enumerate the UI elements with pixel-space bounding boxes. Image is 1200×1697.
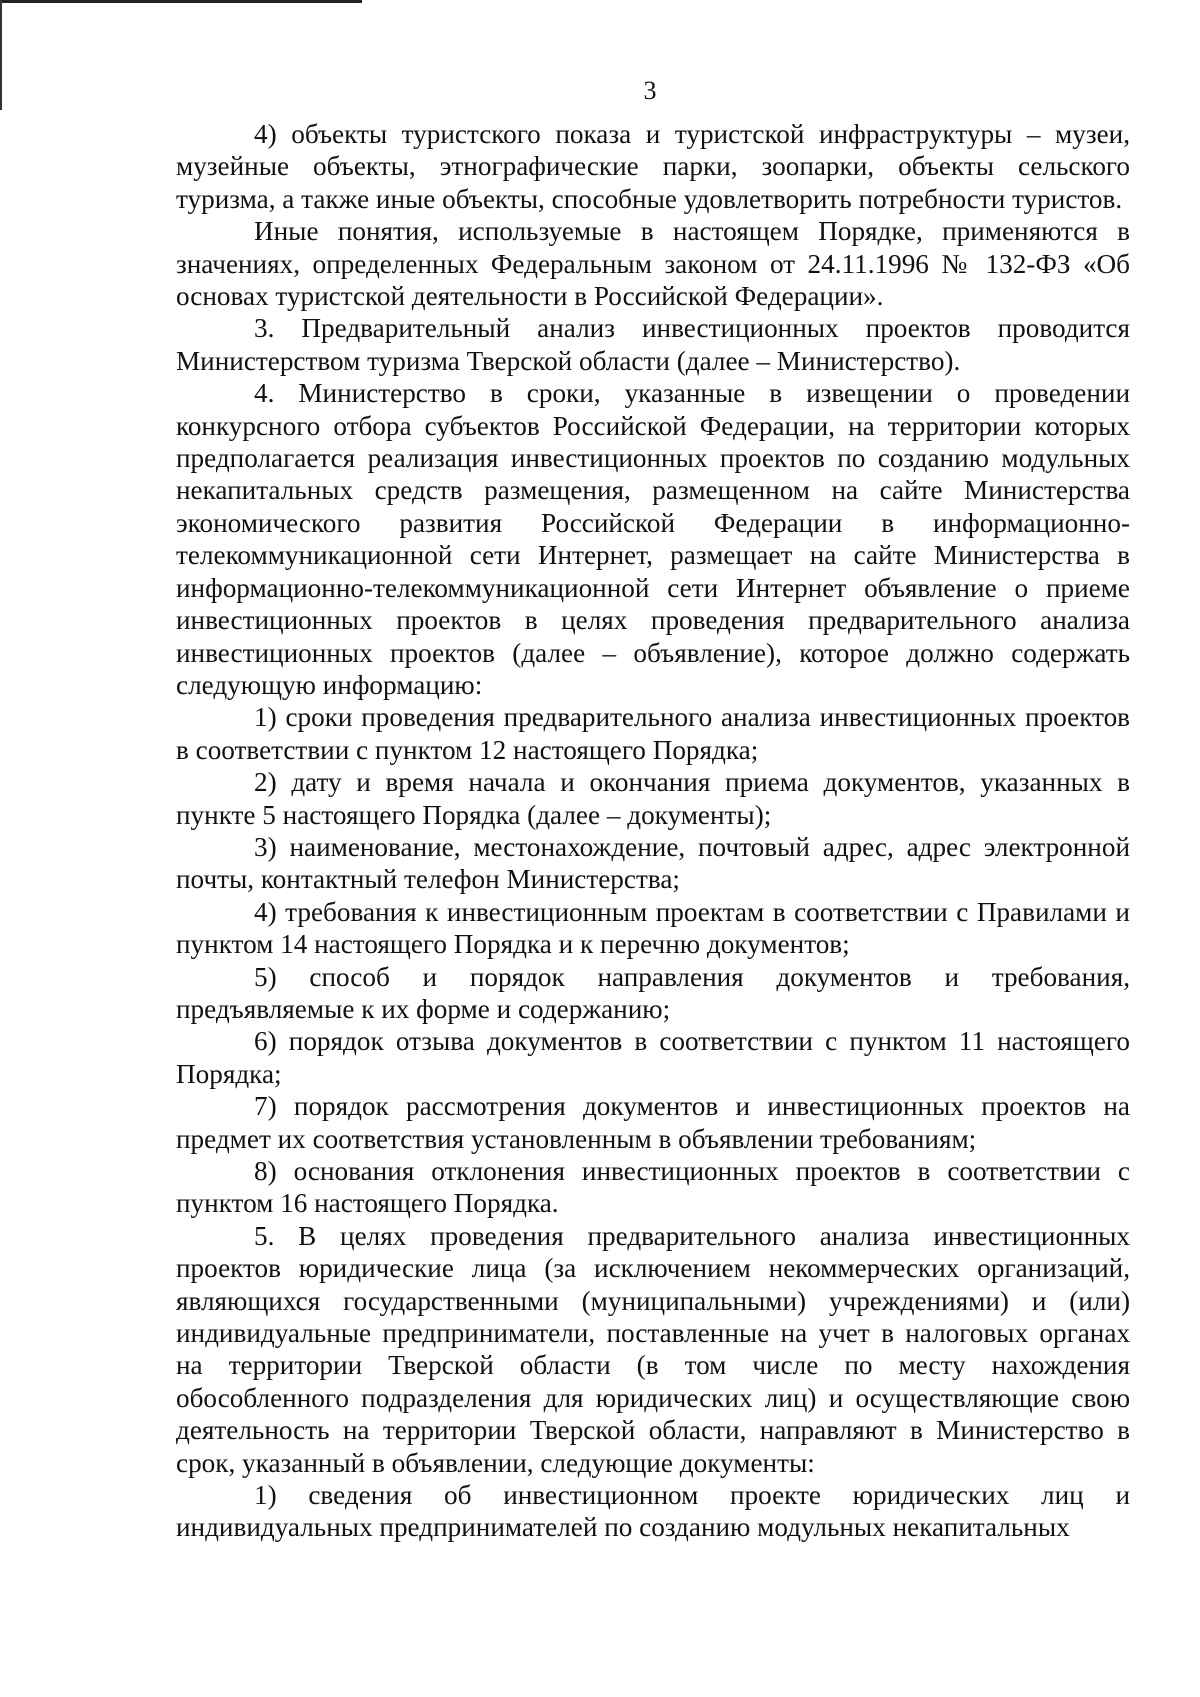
page-number: 3 <box>643 76 657 105</box>
list-item-6-withdrawal: 6) порядок отзыва документов в соответствии с пунктом 11 настоящего Порядка; <box>176 1026 1130 1089</box>
list-item-1-project-info: 1) сведения об инвестиционном проекте юридических лиц и индивидуальных предпринимателей по созданию модульных некапитальных <box>176 1480 1130 1543</box>
document-body <box>176 118 1130 1544</box>
list-item-3-contacts: 3) наименование, местонахождение, почтовый адрес, адрес электронной почты, контактный телефон Министерства; <box>176 831 1130 895</box>
paragraph-other-terms: Иные понятия, используемые в настоящем Порядке, применяются в значениях, определенных Федеральным законом от 24.11.1996 № 132-ФЗ «Об основах туристской деятельности в Российской Федерации». <box>176 216 1130 312</box>
paragraph-item-4: 4. Министерство в сроки, указанные в извещении о проведении конкурсного отбора субъектов Российской Федерации, на территории которых предполагается реализация инвестиционных проектов по созданию модульных некапитальных средств размещения, размещенном на сайте Министерства экономического развития Российской Федерации в информационно-телекоммуникационной сети Интернет, размещает на сайте Министерства в информационно-телекоммуникационной сети Интернет объявление о приеме инвестиционных проектов в целях проведения предварительного анализа инвестиционных проектов (далее – объявление), которое должно содержать следующую информацию: <box>176 378 1130 700</box>
list-item-1-terms: 1) сроки проведения предварительного анализа инвестиционных проектов в соответствии с пунктом 12 настоящего Порядка; <box>176 702 1130 765</box>
list-item-2-dates: 2) дату и время начала и окончания приема документов, указанных в пункте 5 настоящего Порядка (далее – документы); <box>176 767 1130 830</box>
paragraph-item-5: 5. В целях проведения предварительного анализа инвестиционных проектов юридические лица (за исключением некоммерческих организаций, являющихся государственными (муниципальными) учреждениями) и (или) индивидуальные предприниматели, поставленные на учет в налоговых органах на территории Тверской области (в том числе по месту нахождения обособленного подразделения для юридических лиц) и осуществляющие свою деятельность на территории Тверской области, направляют в Министерство в срок, указанный в объявлении, следующие документы: <box>176 1220 1130 1478</box>
paragraph-item-3: 3. Предварительный анализ инвестиционных проектов проводится Министерством туризма Тверской области (далее – Министерство). <box>176 313 1130 376</box>
list-item-4-requirements: 4) требования к инвестиционным проектам в соответствии с Правилами и пунктом 14 настоящего Порядка и к перечню документов; <box>176 896 1130 960</box>
list-item-5-submission: 5) способ и порядок направления документов и требования, предъявляемые к их форме и содержанию; <box>176 961 1130 1024</box>
list-item-8-rejection: 8) основания отклонения инвестиционных проектов в соответствии с пунктом 16 настоящего Порядка. <box>176 1156 1130 1219</box>
scan-top-edge-line <box>0 0 362 3</box>
paragraph-tourist-objects: 4) объекты туристского показа и туристской инфраструктуры – музеи, музейные объекты, этнографические парки, зоопарки, объекты сельского туризма, а также иные объекты, способные удовлетворить потребности туристов. <box>176 119 1130 214</box>
list-item-7-review: 7) порядок рассмотрения документов и инвестиционных проектов на предмет их соответствия установленным в объявлении требованиям; <box>176 1091 1130 1154</box>
